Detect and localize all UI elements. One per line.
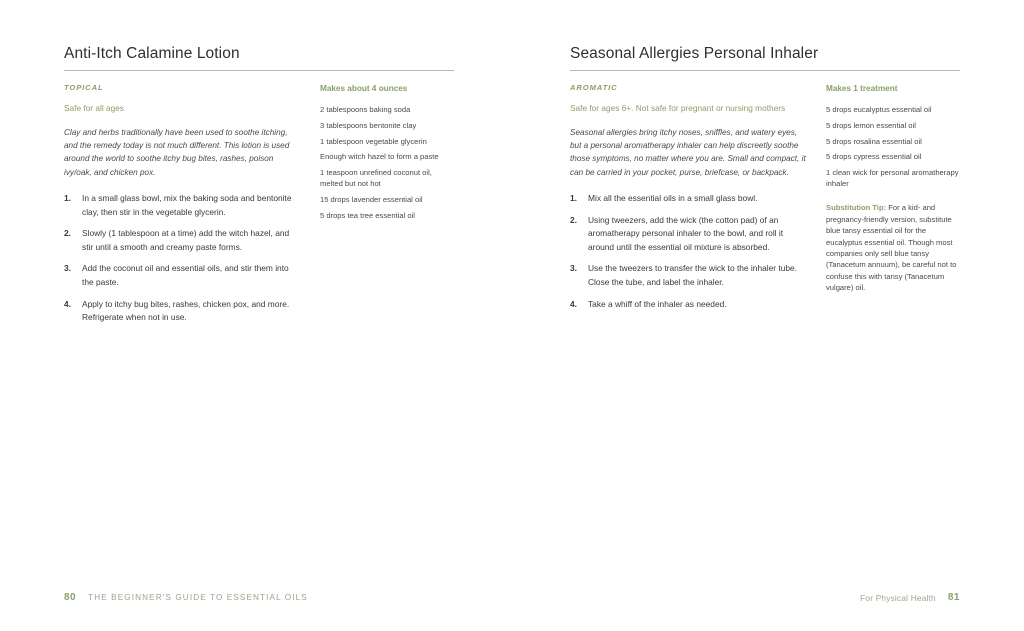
step-text: Add the coconut oil and essential oils, and stir them into the paste. [82,263,289,287]
list-item [570,214,808,255]
step-number: 2. [64,228,71,239]
page-columns-left [64,83,454,332]
instruction-list [570,192,808,311]
page-number: 80 [64,592,77,603]
usage-tag: AROMATIC [570,83,618,93]
recipe-intro: Seasonal allergies bring itchy noses, sniffles, and watery eyes, but a personal aromatherapy inhaler can help discreetly soothe those symptoms, no matter where you are. Small and compact, it can be carried in your pocket, purse, briefcase, or backpack. [570,127,806,177]
list-item: 5 drops cypress essential oil [826,152,922,162]
tip-label: Substitution Tip: [826,203,887,213]
list-item: 5 drops lemon essential oil [826,120,916,130]
step-number: 3. [570,263,577,274]
list-item [64,262,302,289]
list-item [570,262,808,289]
step-text: Use the tweezers to transfer the wick to the inhaler tube. Close the tube, and label the inhaler. [588,263,798,287]
list-item: 2 tablespoons baking soda [320,105,411,115]
page-title: Anti-Itch Calamine Lotion [64,45,240,62]
ingredients-column-right [826,83,960,293]
page-footer-left [64,592,454,603]
step-text: Using tweezers, add the wick (the cotton pad) of an aromatherapy personal inhaler to the bowl, and roll it around until the essential oil mixture is absorbed. [588,214,784,252]
page-footer-right [570,592,960,603]
instruction-list [64,192,302,325]
list-item: 1 tablespoon vegetable glycerin [320,136,427,146]
list-item: 1 teaspoon unrefined coconut oil, melted but not hot [320,167,432,189]
step-text: Slowly (1 tablespoon at a time) add the witch hazel, and stir until a smooth and creamy paste forms. [82,228,290,252]
list-item: Enough witch hazel to form a paste [320,152,439,162]
step-text: Take a whiff of the inhaler as needed. [588,298,727,309]
title-divider [64,70,454,71]
recipe-intro: Clay and herbs traditionally have been used to soothe itching, and the remedy today is not much different. This lotion is used around the world to soothe itchy bug bites, rashes, poison ivy/oak, and chicken pox. [64,127,290,177]
list-item [570,298,808,312]
substitution-tip [826,202,960,293]
list-item: 1 clean wick for personal aromatherapy inhaler [826,167,959,189]
list-item [64,192,302,219]
yield-label: Makes 1 treatment [826,84,898,94]
list-item: 3 tablespoons bentonite clay [320,120,417,130]
page-columns-right [570,83,960,319]
recipe-main-column-left [64,83,302,332]
step-number: 4. [570,298,577,309]
title-divider [570,70,960,71]
step-text: Mix all the essential oils in a small glass bowl. [588,192,758,203]
safety-note: Safe for all ages [64,103,124,114]
list-item [570,192,808,206]
list-item: 5 drops rosalina essential oil [826,136,922,146]
step-number: 2. [570,214,577,225]
ingredients-column-left [320,83,454,225]
step-text: Apply to itchy bug bites, rashes, chicken pox, and more. Refrigerate when not in use. [82,298,290,323]
page-title: Seasonal Allergies Personal Inhaler [570,45,819,62]
page-right [512,0,1024,631]
list-item [64,227,302,254]
step-number: 1. [570,192,577,203]
list-item: 5 drops tea tree essential oil [320,210,415,220]
ingredient-list [826,104,960,189]
section-running-head: For Physical Health [860,592,936,603]
tip-text: For a kid- and pregnancy-friendly version, substitute blue tansy essential oil for the eucalyptus essential oil. Though most companies only sell blue tansy (Tanacetum annuum), be careful not to confuse this with tansy (Tanacetum vulgare) oil. [826,203,957,293]
step-number: 4. [64,298,71,309]
usage-tag: TOPICAL [64,83,104,93]
list-item: 5 drops eucalyptus essential oil [826,105,932,115]
yield-label: Makes about 4 ounces [320,84,408,94]
list-item: 15 drops lavender essential oil [320,194,423,204]
book-title-running-head: THE BEGINNER'S GUIDE TO ESSENTIAL OILS [88,593,308,602]
page-number: 81 [947,592,960,603]
recipe-main-column-right [570,83,808,319]
step-number: 3. [64,263,71,274]
safety-note: Safe for ages 6+. Not safe for pregnant or nursing mothers [570,103,786,114]
step-number: 1. [64,192,71,203]
step-text: In a small glass bowl, mix the baking soda and bentonite clay, then stir in the vegetable glycerin. [82,192,292,217]
list-item [64,298,302,325]
ingredient-list [320,104,454,221]
